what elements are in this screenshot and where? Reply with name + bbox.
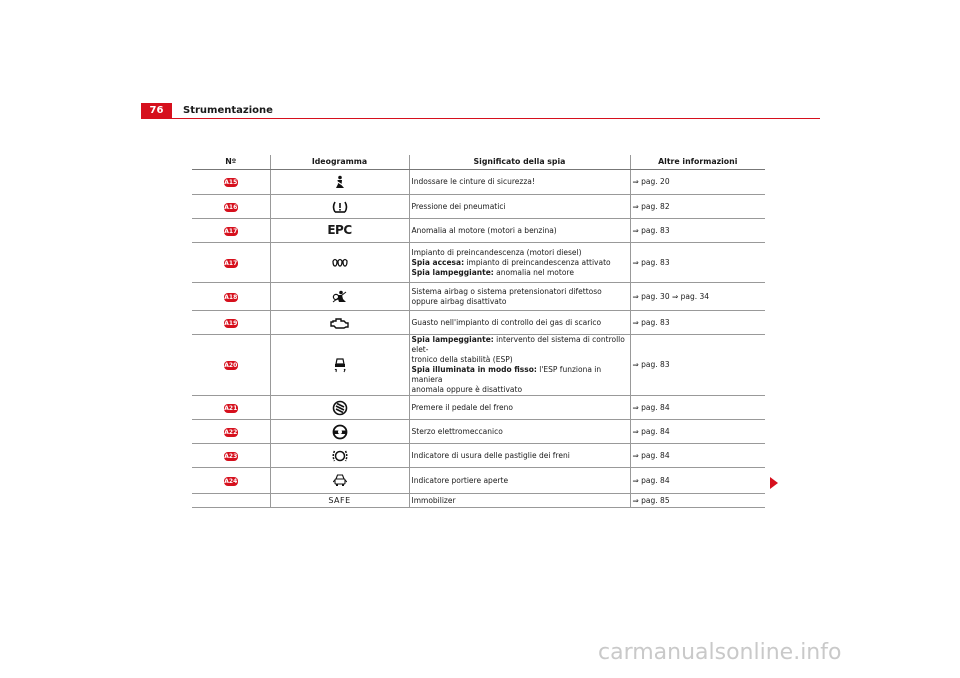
table-row [192, 195, 765, 219]
page-number: 76 [141, 103, 172, 118]
row-number-empty [192, 494, 270, 508]
row-number-badge: A18 [224, 293, 238, 301]
row-number-badge: A22 [224, 428, 238, 436]
table-row [192, 335, 765, 396]
page-reference-link[interactable]: ⇒ pag. 20 [630, 170, 765, 195]
row-number-badge: A24 [224, 477, 238, 485]
engine-check-icon [330, 317, 350, 329]
page-reference-link[interactable]: ⇒ pag. 84 [630, 444, 765, 468]
next-page-arrow-icon[interactable] [770, 477, 778, 489]
row-description: Indicatore di usura delle pastiglie dei freni [409, 444, 630, 468]
row-description: Premere il pedale del freno [409, 396, 630, 420]
row-description: Sistema airbag o sistema pretensionatori difettoso oppure airbag disattivato [409, 283, 630, 311]
row-description: Pressione dei pneumatici [409, 195, 630, 219]
row-number-badge: A23 [224, 452, 238, 460]
brake-pedal-icon [332, 400, 348, 416]
table-row [192, 243, 765, 283]
page-reference-link[interactable]: ⇒ pag. 83 [630, 243, 765, 283]
seat-belt-icon [333, 175, 347, 189]
esp-icon [333, 356, 347, 374]
page-reference-link[interactable]: ⇒ pag. 85 [630, 494, 765, 508]
page-reference-link[interactable]: ⇒ pag. 84 [630, 468, 765, 494]
page-title: Strumentazione [183, 105, 273, 116]
row-description: Impianto di preincandescenza (motori diesel) Spia accesa: impianto di preincandescenza attivato Spia lampeggiante: anomalia nel motore [409, 243, 630, 283]
header-num: Nº [192, 155, 270, 170]
watermark: carmanualsonline.info [598, 640, 842, 665]
page-reference-link[interactable]: ⇒ pag. 83 [630, 219, 765, 243]
row-number-badge: A20 [224, 362, 238, 369]
row-number-badge: A17 [224, 259, 238, 267]
header-meaning: Significato della spia [409, 155, 630, 170]
page-reference-link[interactable]: ⇒ pag. 30 ⇒ pag. 34 [630, 283, 765, 311]
row-number-badge: A17 [224, 227, 238, 235]
page-reference-link[interactable]: ⇒ pag. 84 [630, 396, 765, 420]
row-description: Spia lampeggiante: intervento del sistema di controllo elet- tronico della stabilità (ESP) Spia illuminata in modo fisso: l'ESP funziona in maniera anomala oppure è disattivato [409, 335, 630, 396]
table-row [192, 420, 765, 444]
header-rule [141, 118, 820, 119]
row-description: Immobilizer [409, 494, 630, 508]
door-open-icon [333, 472, 347, 490]
table-header-row [192, 155, 765, 170]
table-row [192, 444, 765, 468]
page-reference-link[interactable]: ⇒ pag. 82 [630, 195, 765, 219]
header-icon: Ideogramma [270, 155, 409, 170]
table-row [192, 396, 765, 420]
safe-indicator: SAFE [328, 495, 351, 505]
row-description: Sterzo elettromeccanico [409, 420, 630, 444]
steering-icon [332, 424, 348, 440]
row-description: Indicatore portiere aperte [409, 468, 630, 494]
table-row [192, 311, 765, 335]
header-info: Altre informazioni [630, 155, 765, 170]
row-description: Guasto nell'impianto di controllo dei gas di scarico [409, 311, 630, 335]
tire-pressure-icon [331, 200, 349, 214]
epc-icon: EPC [327, 222, 352, 237]
page-reference-link[interactable]: ⇒ pag. 84 [630, 420, 765, 444]
row-number-badge: A19 [224, 319, 238, 327]
airbag-off-icon [332, 290, 348, 304]
page-reference-link[interactable]: ⇒ pag. 83 [630, 311, 765, 335]
table-row [192, 170, 765, 195]
row-description: Indossare le cinture di sicurezza! [409, 170, 630, 195]
brake-pad-icon [331, 448, 349, 464]
glow-plug-icon [332, 258, 348, 268]
page-reference-link[interactable]: ⇒ pag. 83 [630, 335, 765, 396]
warning-lights-table [192, 155, 765, 508]
table-row [192, 219, 765, 243]
table-row [192, 494, 765, 508]
row-number-badge: A16 [224, 203, 238, 211]
row-number-badge: A21 [224, 404, 238, 412]
row-number-badge: A15 [224, 179, 238, 186]
table-row [192, 283, 765, 311]
row-description: Anomalia al motore (motori a benzina) [409, 219, 630, 243]
table-row [192, 468, 765, 494]
